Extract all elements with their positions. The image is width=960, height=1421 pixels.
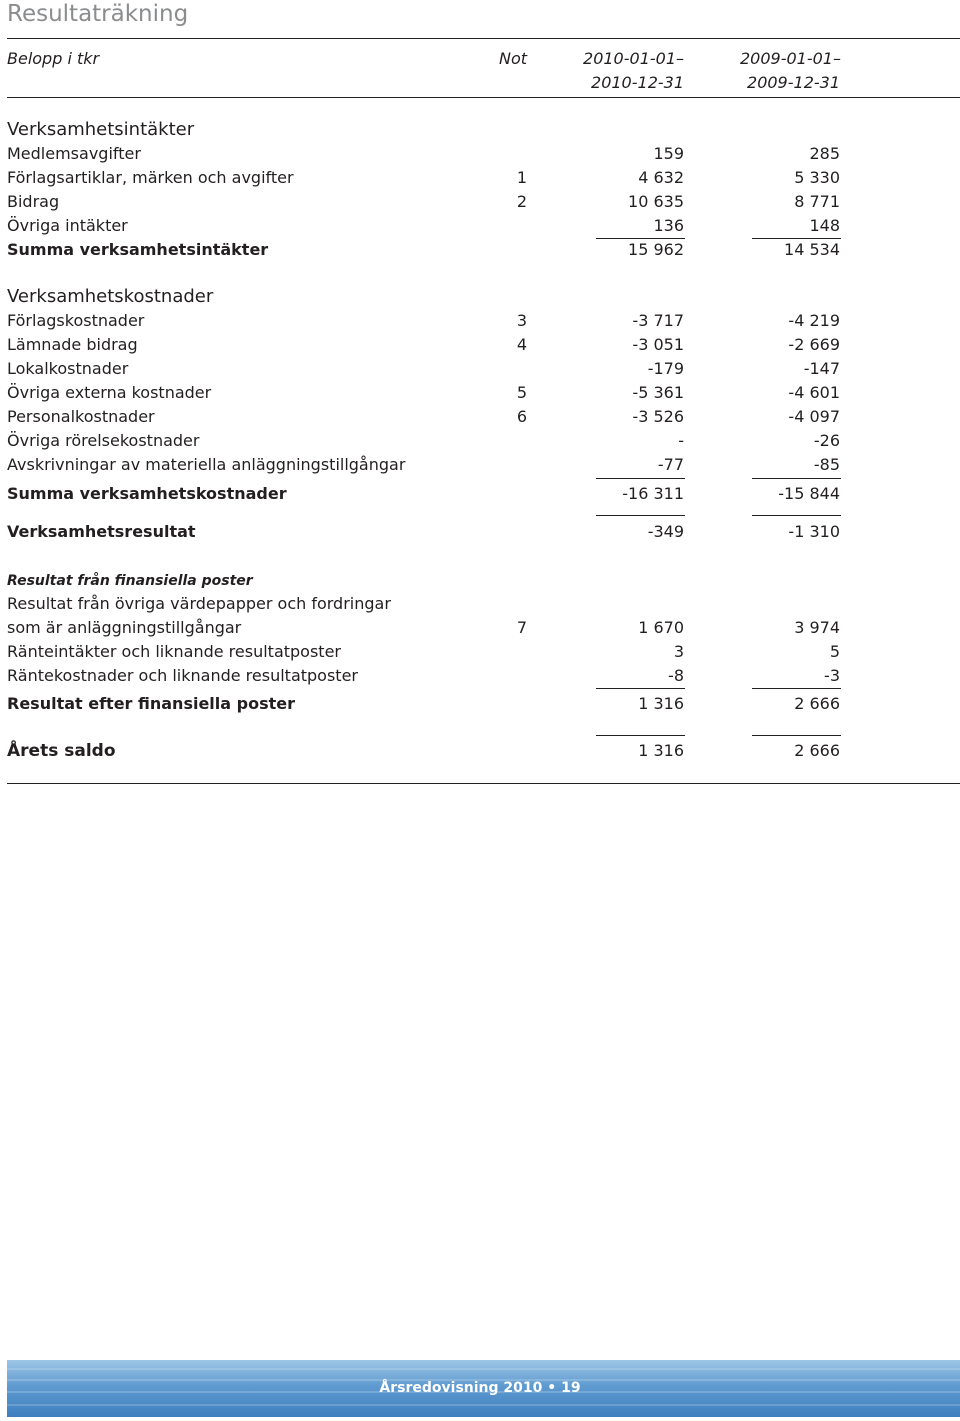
row-value-2009: -147 bbox=[803, 359, 840, 378]
amount-unit-label: Belopp i tkr bbox=[7, 49, 100, 68]
year-balance-label: Årets saldo bbox=[7, 741, 116, 761]
row-label: Övriga rörelsekostnader bbox=[7, 431, 200, 450]
sum-value-2010: 15 962 bbox=[628, 240, 684, 259]
table-row bbox=[0, 453, 960, 477]
row-label: Ränteintäkter och liknande resultatposter bbox=[7, 642, 341, 661]
table-row bbox=[0, 333, 960, 357]
row-note: 3 bbox=[516, 311, 527, 330]
year-balance-2009: 2 666 bbox=[794, 741, 840, 760]
table-row bbox=[0, 214, 960, 238]
section-heading bbox=[0, 118, 960, 142]
subtotal-rule bbox=[752, 688, 841, 689]
year-balance-2010: 1 316 bbox=[638, 741, 684, 760]
header-top-rule bbox=[7, 38, 960, 39]
table-row bbox=[0, 190, 960, 214]
column-header-row-2 bbox=[0, 71, 960, 95]
operating-result-2010: -349 bbox=[647, 522, 684, 541]
row-note: 2 bbox=[516, 192, 527, 211]
page-title: Resultaträkning bbox=[7, 1, 189, 27]
table-row bbox=[0, 592, 960, 616]
row-note: 7 bbox=[516, 618, 527, 637]
row-label: Övriga intäkter bbox=[7, 216, 128, 235]
row-value-2009: 3 974 bbox=[794, 618, 840, 637]
row-label: Avskrivningar av materiella anläggningstillgångar bbox=[7, 455, 406, 474]
table-row bbox=[0, 309, 960, 333]
sum-value-2009: 2 666 bbox=[794, 694, 840, 713]
sum-label: Summa verksamhetskostnader bbox=[7, 484, 287, 503]
row-label: Bidrag bbox=[7, 192, 60, 211]
period-2010-end: 2010-12-31 bbox=[591, 73, 684, 92]
row-value-2010: 1 670 bbox=[638, 618, 684, 637]
row-label: Resultat från övriga värdepapper och fordringar bbox=[7, 594, 391, 613]
row-note: 1 bbox=[516, 168, 527, 187]
row-value-2010: -8 bbox=[668, 666, 684, 685]
row-label: som är anläggningstillgångar bbox=[7, 618, 242, 637]
sum-row bbox=[0, 482, 960, 506]
subtotal-rule bbox=[596, 735, 685, 736]
row-value-2010: 10 635 bbox=[628, 192, 684, 211]
subtotal-rule bbox=[752, 478, 841, 479]
row-label: Förlagskostnader bbox=[7, 311, 145, 330]
column-header-row-1 bbox=[0, 47, 960, 71]
row-value-2009: 5 330 bbox=[794, 168, 840, 187]
period-2010-start: 2010-01-01– bbox=[583, 49, 684, 68]
subtotal-rule bbox=[596, 515, 685, 516]
row-label: Lämnade bidrag bbox=[7, 335, 138, 354]
row-label: Personalkostnader bbox=[7, 407, 155, 426]
year-balance-row bbox=[0, 739, 960, 763]
income-heading: Verksamhetsintäkter bbox=[7, 119, 195, 140]
row-value-2009: -26 bbox=[813, 431, 840, 450]
subtotal-rule bbox=[596, 478, 685, 479]
row-value-2009: 148 bbox=[809, 216, 840, 235]
sum-row bbox=[0, 238, 960, 262]
sum-label: Summa verksamhetsintäkter bbox=[7, 240, 269, 259]
row-value-2010: -77 bbox=[657, 455, 684, 474]
footer-page-label: Årsredovisning 2010 • 19 bbox=[379, 1380, 581, 1396]
subtotal-rule bbox=[596, 688, 685, 689]
row-value-2010: - bbox=[678, 431, 684, 450]
row-value-2010: 4 632 bbox=[638, 168, 684, 187]
table-row bbox=[0, 429, 960, 453]
table-row bbox=[0, 142, 960, 166]
row-value-2009: -2 669 bbox=[788, 335, 840, 354]
table-row bbox=[0, 664, 960, 688]
row-value-2010: -3 526 bbox=[632, 407, 684, 426]
row-value-2010: -3 051 bbox=[632, 335, 684, 354]
sum-value-2010: 1 316 bbox=[638, 694, 684, 713]
row-note: 6 bbox=[516, 407, 527, 426]
row-value-2009: -4 601 bbox=[788, 383, 840, 402]
note-column-header: Not bbox=[498, 49, 527, 68]
section-heading bbox=[0, 569, 960, 593]
costs-heading: Verksamhetskostnader bbox=[7, 286, 214, 307]
row-value-2009: -85 bbox=[813, 455, 840, 474]
sum-label: Resultat efter finansiella poster bbox=[7, 694, 295, 713]
subtotal-rule bbox=[752, 515, 841, 516]
table-row bbox=[0, 381, 960, 405]
row-value-2010: 159 bbox=[653, 144, 684, 163]
row-value-2010: -3 717 bbox=[632, 311, 684, 330]
row-note: 5 bbox=[516, 383, 527, 402]
table-end-rule bbox=[7, 783, 960, 784]
header-bottom-rule bbox=[7, 97, 960, 98]
row-value-2010: 3 bbox=[673, 642, 684, 661]
sum-value-2010: -16 311 bbox=[622, 484, 684, 503]
operating-result-row bbox=[0, 520, 960, 544]
table-row bbox=[0, 405, 960, 429]
period-2009-start: 2009-01-01– bbox=[740, 49, 841, 68]
sum-value-2009: -15 844 bbox=[778, 484, 840, 503]
operating-result-label: Verksamhetsresultat bbox=[7, 522, 196, 541]
row-value-2009: 285 bbox=[809, 144, 840, 163]
table-row bbox=[0, 640, 960, 664]
section-heading bbox=[0, 285, 960, 309]
table-row bbox=[0, 616, 960, 640]
row-label: Medlemsavgifter bbox=[7, 144, 141, 163]
row-value-2010: -179 bbox=[647, 359, 684, 378]
operating-result-2009: -1 310 bbox=[788, 522, 840, 541]
row-value-2009: -4 097 bbox=[788, 407, 840, 426]
table-row bbox=[0, 357, 960, 381]
row-value-2009: 5 bbox=[829, 642, 840, 661]
sum-row bbox=[0, 692, 960, 716]
row-note: 4 bbox=[516, 335, 527, 354]
row-value-2009: -3 bbox=[824, 666, 840, 685]
row-value-2009: 8 771 bbox=[794, 192, 840, 211]
row-value-2010: 136 bbox=[653, 216, 684, 235]
row-label: Förlagsartiklar, märken och avgifter bbox=[7, 168, 294, 187]
period-2009-end: 2009-12-31 bbox=[747, 73, 840, 92]
sum-value-2009: 14 534 bbox=[784, 240, 840, 259]
row-value-2009: -4 219 bbox=[788, 311, 840, 330]
row-label: Lokalkostnader bbox=[7, 359, 129, 378]
row-value-2010: -5 361 bbox=[632, 383, 684, 402]
table-row bbox=[0, 166, 960, 190]
row-label: Räntekostnader och liknande resultatposter bbox=[7, 666, 358, 685]
subtotal-rule bbox=[752, 735, 841, 736]
financial-heading: Resultat från finansiella poster bbox=[7, 573, 253, 589]
row-label: Övriga externa kostnader bbox=[7, 383, 212, 402]
